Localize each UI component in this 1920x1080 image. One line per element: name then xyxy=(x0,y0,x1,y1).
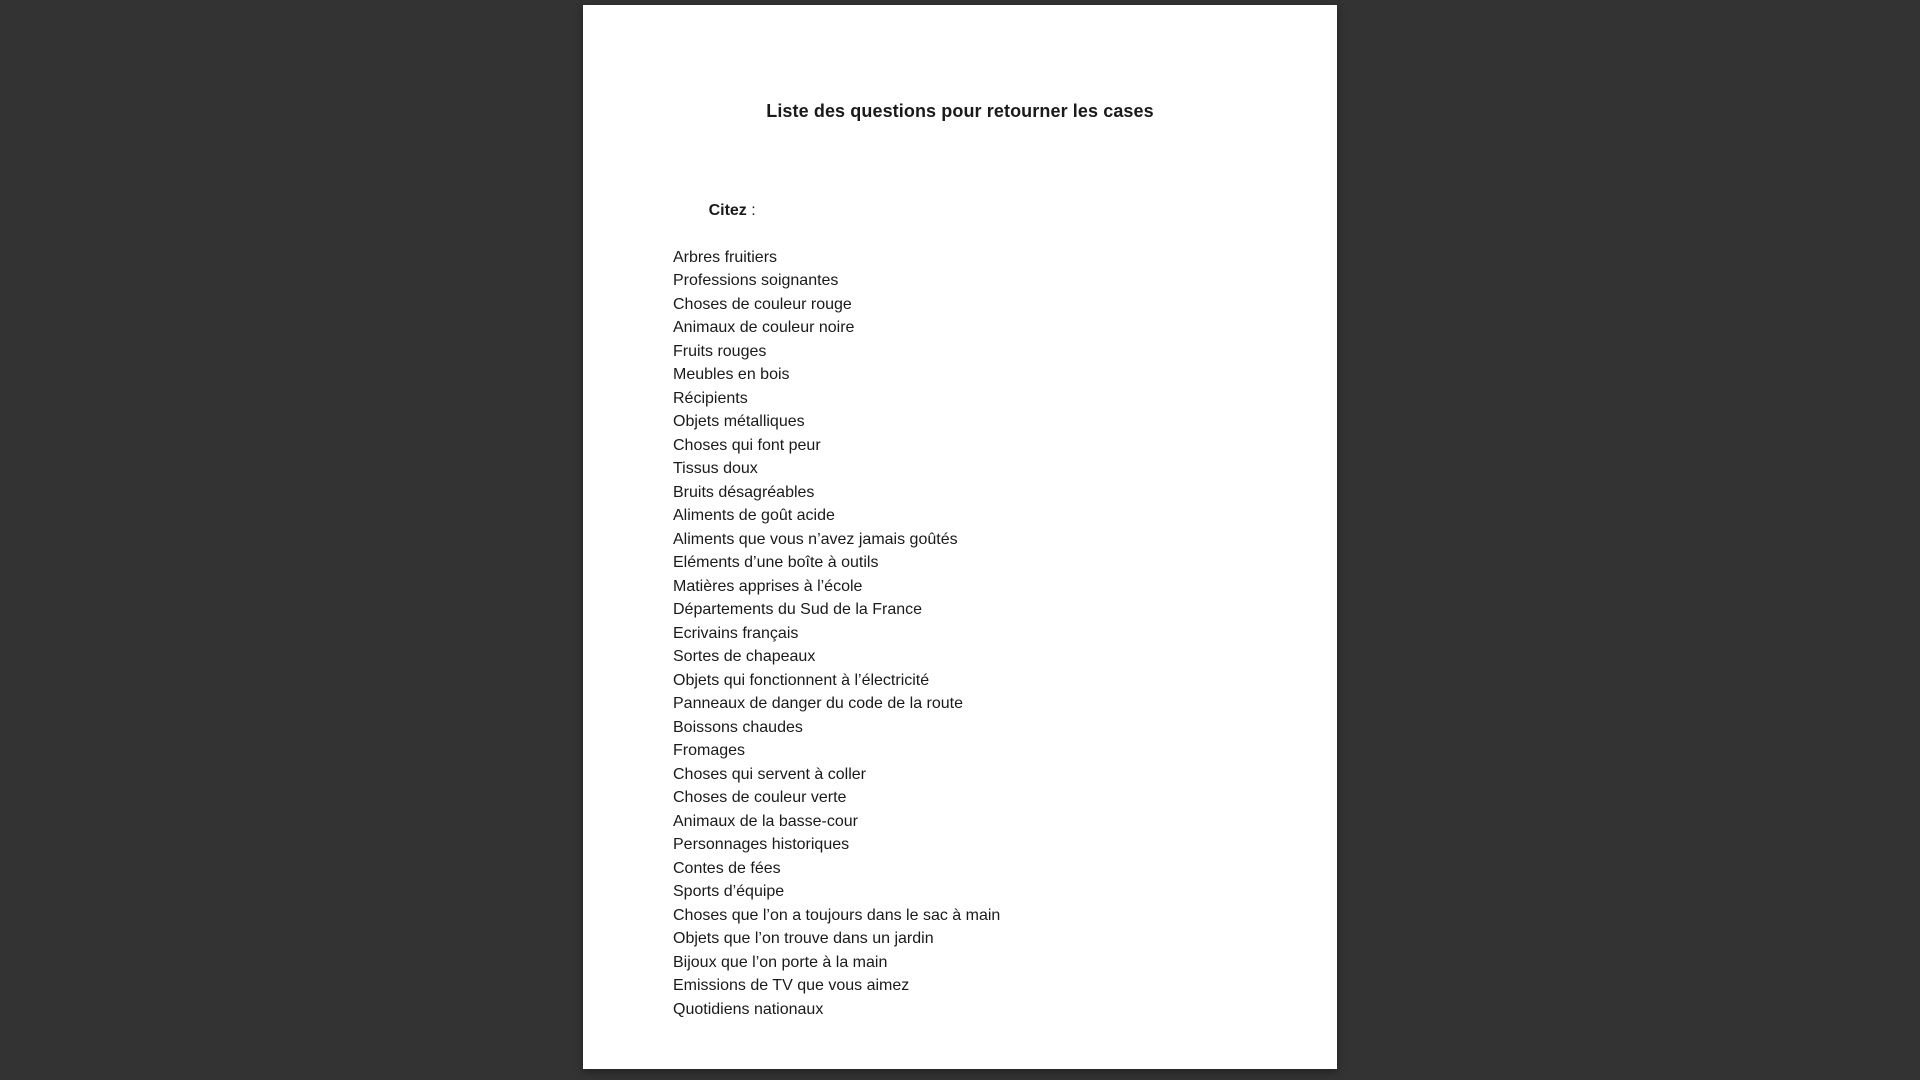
list-item: Aliments de goût acide xyxy=(673,507,835,524)
list-item: Boissons chaudes xyxy=(673,718,803,736)
list-item: Départements du Sud de la France xyxy=(673,601,923,618)
list-item: Choses que l’on a toujours dans le sac à main xyxy=(673,906,1001,924)
list-item: Professions soignantes xyxy=(673,272,839,289)
list-item: Quotidiens nationaux xyxy=(673,1000,824,1018)
list-item: Ecrivains français xyxy=(673,624,799,642)
list-item: Meubles en bois xyxy=(673,366,790,383)
list-header xyxy=(673,175,1297,246)
list-item: Matières apprises à l’école xyxy=(673,577,863,595)
list-item: Choses de couleur verte xyxy=(673,789,847,806)
list-item: Fruits rouges xyxy=(673,342,767,360)
list-item: Objets métalliques xyxy=(673,413,805,430)
list-item: Choses de couleur rouge xyxy=(673,295,852,313)
list-item: Tissus doux xyxy=(673,460,758,477)
list-item: Personnages historiques xyxy=(673,836,850,853)
document-body xyxy=(673,175,1297,1021)
question-list xyxy=(673,246,1297,1022)
list-item: Choses qui font peur xyxy=(673,436,821,454)
list-item: Choses qui servent à coller xyxy=(673,765,866,783)
list-header-label: Citez xyxy=(708,201,747,219)
list-header-separator: : xyxy=(746,201,756,219)
list-item: Sports d’équipe xyxy=(673,883,785,900)
list-item: Objets que l’on trouve dans un jardin xyxy=(673,930,934,947)
list-item: Bruits désagréables xyxy=(673,483,815,501)
list-item: Récipients xyxy=(673,389,748,407)
list-item: Emissions de TV que vous aimez xyxy=(673,977,910,994)
list-item: Panneaux de danger du code de la route xyxy=(673,695,964,712)
list-item: Aliments que vous n’avez jamais goûtés xyxy=(673,530,958,548)
list-item: Eléments d’une boîte à outils xyxy=(673,554,879,571)
list-item: Sortes de chapeaux xyxy=(673,648,816,665)
document-title: Liste des questions pour retourner les cases xyxy=(766,101,1154,121)
list-item: Objets qui fonctionnent à l’électricité xyxy=(673,671,930,689)
list-item: Animaux de la basse-cour xyxy=(673,812,858,830)
list-item: Arbres fruitiers xyxy=(673,248,778,266)
list-item: Bijoux que l’on porte à la main xyxy=(673,953,888,971)
list-item: Animaux de couleur noire xyxy=(673,319,855,336)
list-item: Fromages xyxy=(673,742,746,759)
list-item: Contes de fées xyxy=(673,859,781,877)
document-page xyxy=(583,5,1337,1069)
